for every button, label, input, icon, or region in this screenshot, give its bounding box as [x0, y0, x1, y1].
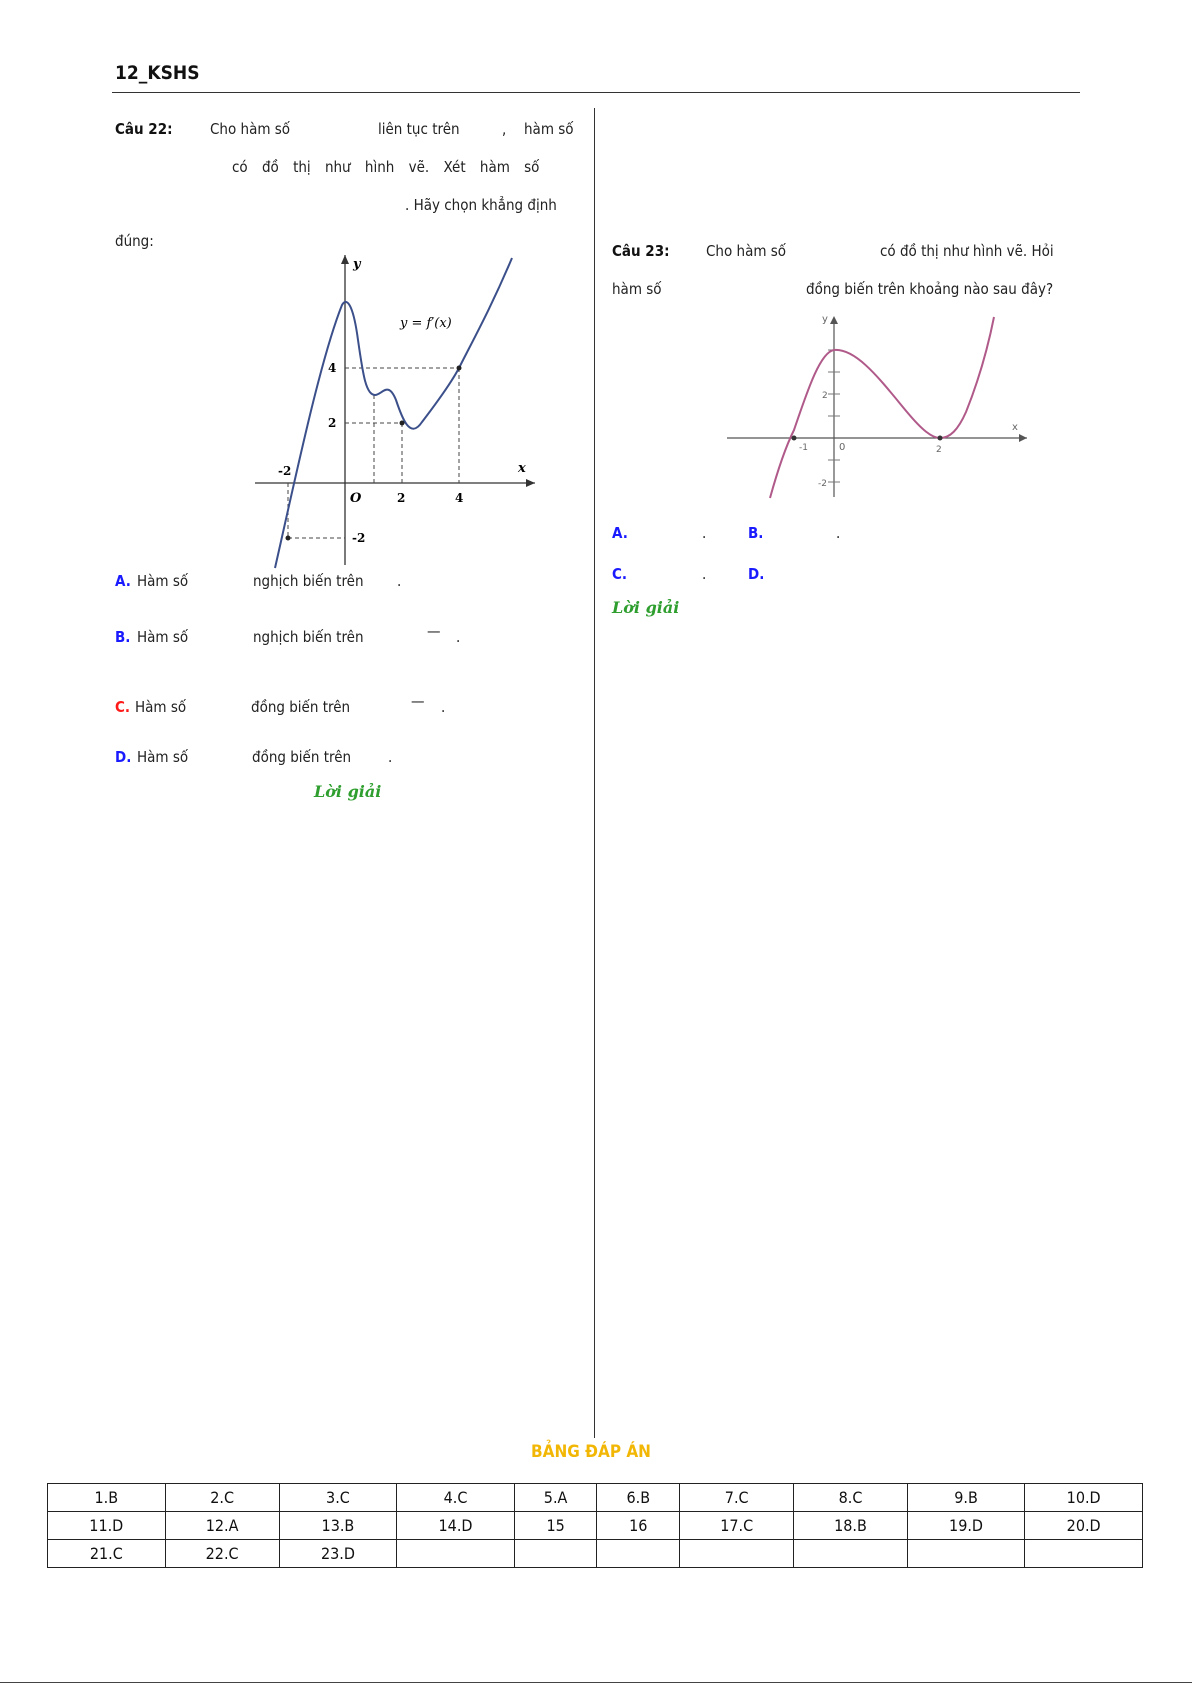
option-text: nghịch biến trên [253, 628, 364, 646]
f-prime-curve [275, 258, 512, 568]
origin-label: 0 [839, 442, 846, 453]
q22-text-1c: , [502, 120, 507, 138]
option-text: . [397, 572, 402, 590]
q23-function-graph [722, 312, 1032, 502]
option-text: . [456, 628, 461, 646]
y-axis-label: y [822, 314, 828, 325]
option-letter: A. [612, 524, 628, 542]
option-text: . [441, 698, 446, 716]
table-cell: 4.C [397, 1484, 515, 1512]
q23-text-1a: Cho hàm số [706, 242, 787, 260]
table-cell: 5.A [514, 1484, 597, 1512]
table-cell: 15 [514, 1512, 597, 1540]
column-divider [594, 108, 595, 1438]
q22-text-3: . Hãy chọn khẳng định [405, 196, 557, 214]
table-cell: 11.D [48, 1512, 166, 1540]
option-letter: C. [612, 565, 628, 583]
q23-label: Câu 23: [612, 242, 670, 260]
table-cell: 12.A [165, 1512, 279, 1540]
q22-text-1a: Cho hàm số [210, 120, 291, 138]
option-letter: B. [115, 628, 131, 646]
answer-table-title: BẢNG ĐÁP ÁN [531, 1442, 651, 1462]
q22-text-1d: hàm số [524, 120, 574, 138]
tick-x-neg2: -2 [278, 464, 292, 478]
table-cell: 6.B [597, 1484, 680, 1512]
q23-text-2a: hàm số [612, 280, 662, 298]
option-text: nghịch biến trên [253, 572, 364, 590]
table-row [48, 1484, 1143, 1512]
tick-y2: 2 [328, 416, 337, 430]
table-cell: 14.D [397, 1512, 515, 1540]
option-letter: B. [748, 524, 764, 542]
table-cell [397, 1540, 515, 1568]
table-cell: 23.D [279, 1540, 397, 1568]
table-cell: 20.D [1025, 1512, 1143, 1540]
table-cell: 19.D [907, 1512, 1025, 1540]
table-cell: 17.C [680, 1512, 794, 1540]
table-cell: 18.B [794, 1512, 908, 1540]
option-text: đồng biến trên [251, 698, 351, 716]
option-dash: — [427, 622, 441, 640]
tick-y-neg2: -2 [352, 531, 366, 545]
y-axis-label: y [353, 257, 361, 272]
option-text: đồng biến trên [252, 748, 352, 766]
table-cell: 8.C [794, 1484, 908, 1512]
table-cell: 2.C [165, 1484, 279, 1512]
table-cell [597, 1540, 680, 1568]
footer-divider [0, 1682, 1192, 1683]
header-title: 12_KSHS [115, 62, 200, 84]
option-text: . [388, 748, 393, 766]
table-cell [680, 1540, 794, 1568]
table-cell [907, 1540, 1025, 1568]
tick-x2: 2 [936, 445, 942, 455]
table-cell: 9.B [907, 1484, 1025, 1512]
option-dot: . [702, 565, 707, 583]
q22-text-2: có đồ thị như hình vẽ. Xét hàm số [232, 158, 540, 176]
origin-label: O [350, 491, 362, 506]
table-cell: 13.B [279, 1512, 397, 1540]
q22-solution-heading: Lời giải [314, 782, 382, 801]
q22-derivative-graph [250, 250, 540, 570]
tick-x-neg1: -1 [799, 443, 808, 453]
option-text: Hàm số [137, 572, 189, 590]
option-text: Hàm số [137, 628, 189, 646]
tick-x4: 4 [455, 491, 464, 505]
tick-y4: 4 [328, 361, 337, 375]
table-row [48, 1512, 1143, 1540]
q22-label: Câu 22: [115, 120, 173, 138]
function-label: y = f′(x) [400, 316, 452, 331]
option-letter: A. [115, 572, 131, 590]
table-cell: 7.C [680, 1484, 794, 1512]
table-cell [794, 1540, 908, 1568]
table-row [48, 1540, 1143, 1568]
option-letter: D. [115, 748, 132, 766]
header-divider [112, 92, 1080, 93]
tick-y2: 2 [822, 391, 828, 401]
tick-y-neg2: -2 [818, 479, 827, 489]
table-cell: 21.C [48, 1540, 166, 1568]
table-cell: 1.B [48, 1484, 166, 1512]
table-cell: 22.C [165, 1540, 279, 1568]
table-cell: 10.D [1025, 1484, 1143, 1512]
option-dot: . [702, 524, 707, 542]
tick-x2: 2 [397, 491, 406, 505]
y-axis-arrow [341, 255, 349, 264]
table-cell: 16 [597, 1512, 680, 1540]
option-letter: D. [748, 565, 765, 583]
option-text: Hàm số [135, 698, 187, 716]
x-axis-label: x [1012, 422, 1018, 433]
table-cell: 3.C [279, 1484, 397, 1512]
q22-text-4: đúng: [115, 232, 154, 250]
option-text: Hàm số [137, 748, 189, 766]
q22-text-1b: liên tục trên [378, 120, 460, 138]
option-letter: C. [115, 698, 131, 716]
table-cell [1025, 1540, 1143, 1568]
table-cell [514, 1540, 597, 1568]
q23-text-2b: đồng biến trên khoảng nào sau đây? [806, 280, 1054, 298]
q23-solution-heading: Lời giải [612, 598, 680, 617]
option-dot: . [836, 524, 841, 542]
x-axis-arrow [526, 479, 535, 487]
option-dash: — [411, 692, 425, 710]
q23-text-1b: có đồ thị như hình vẽ. Hỏi [880, 242, 1054, 260]
f-curve [770, 317, 994, 498]
x-axis-label: x [518, 461, 526, 476]
answer-table [47, 1483, 1143, 1568]
